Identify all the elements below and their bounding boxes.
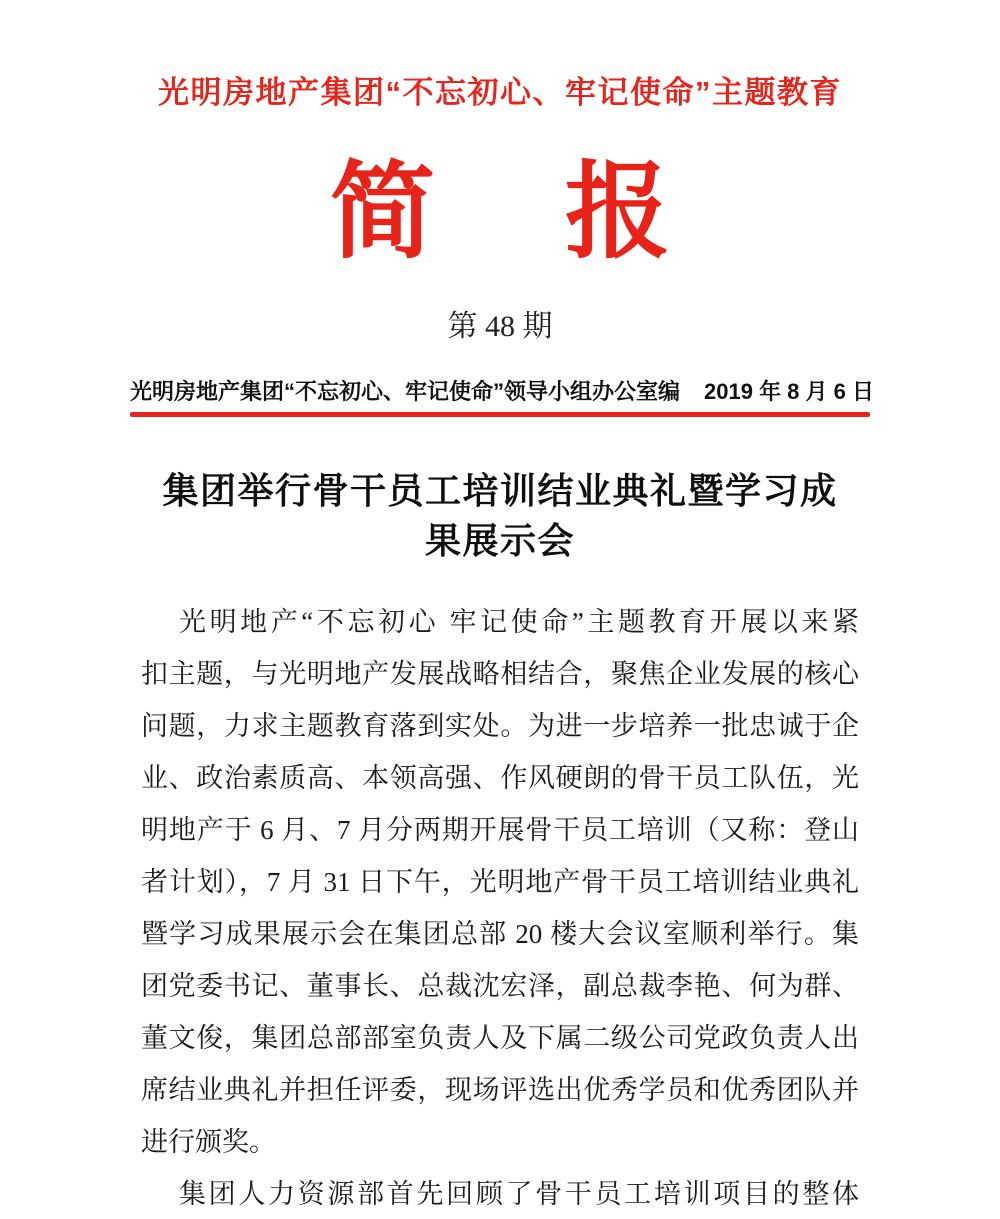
issue-number: 第 48 期 [447, 310, 553, 343]
article-body [141, 596, 859, 1219]
masthead-char-1: 简 [329, 154, 435, 271]
masthead-char-2: 报 [565, 154, 671, 271]
masthead [0, 154, 1000, 271]
body-line: 明地产于 6 月、7 月分两期开展骨干员工培训（又称：登山 [141, 815, 859, 845]
heading-line-2: 果展示会 [424, 520, 575, 561]
red-divider [130, 412, 870, 417]
body-line: 问题，力求主题教育落到实处。为进一步培养一批忠诚于企 [141, 711, 859, 741]
body-line: 暨学习成果展示会在集团总部 20 楼大会议室顺利举行。集 [141, 919, 859, 949]
body-line: 进行颁奖。 [141, 1127, 276, 1157]
article-heading [0, 466, 1000, 566]
page-title: 光明房地产集团“不忘初心、牢记使命”主题教育 [158, 75, 842, 110]
body-line: 业、政治素质高、本领高强、作风硬朗的骨干员工队伍，光 [141, 763, 859, 793]
body-line: 集团人力资源部首先回顾了骨干员工培训项目的整体 [179, 1179, 859, 1209]
body-line: 董文俊，集团总部部室负责人及下属二级公司党政负责人出 [141, 1023, 859, 1053]
body-line: 光明地产“不忘初心 牢记使命”主题教育开展以来紧 [179, 607, 859, 637]
publish-date: 2019 年 8 月 6 日 [704, 379, 874, 404]
editor-label: 光明房地产集团“不忘初心、牢记使命”领导小组办公室编 [130, 379, 681, 404]
body-line: 扣主题，与光明地产发展战略相结合，聚焦企业发展的核心 [141, 659, 859, 689]
body-line: 者计划），7 月 31 日下午，光明地产骨干员工培训结业典礼 [141, 867, 859, 897]
body-line: 席结业典礼并担任评委，现场评选出优秀学员和优秀团队并 [141, 1075, 859, 1105]
body-line: 团党委书记、董事长、总裁沈宏泽，副总裁李艳、何为群、 [141, 971, 859, 1001]
editor-row [130, 379, 874, 405]
heading-line-1: 集团举行骨干员工培训结业典礼暨学习成 [162, 470, 838, 511]
